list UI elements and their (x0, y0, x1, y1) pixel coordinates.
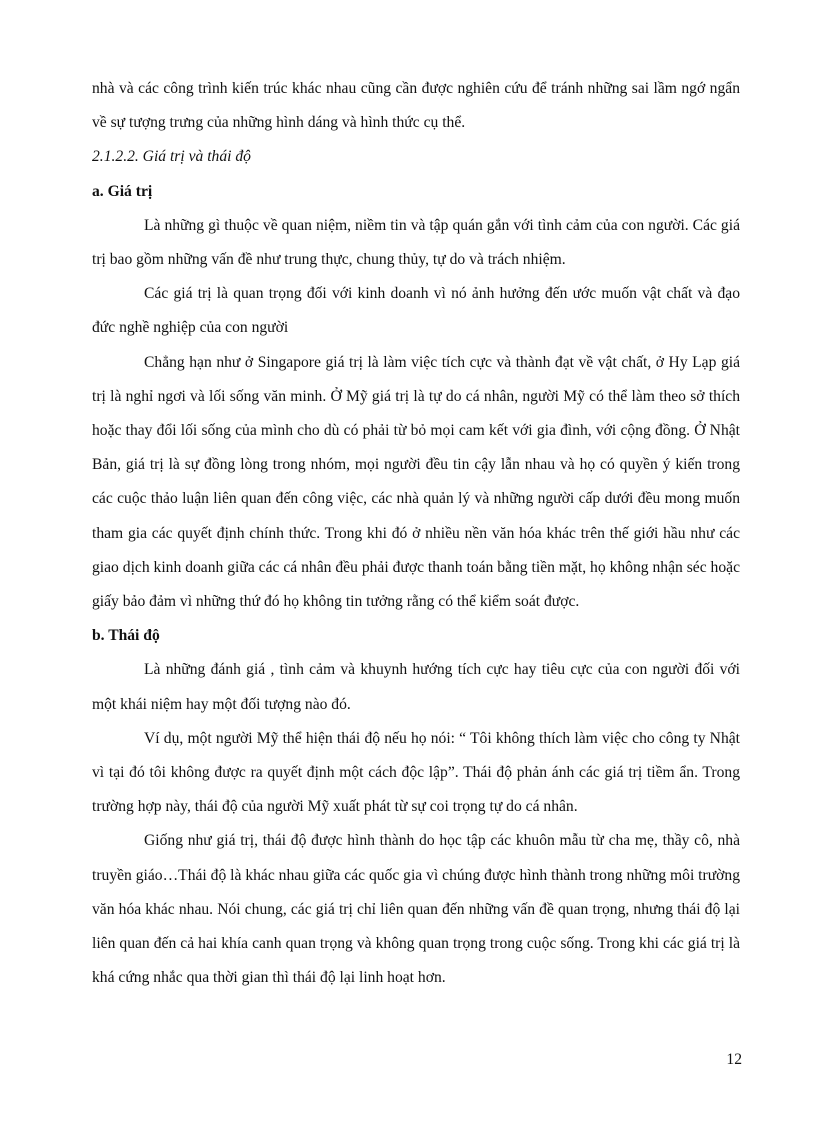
heading-attitudes: b. Thái độ (92, 627, 160, 645)
attitudes-paragraph-1: Là những đánh giá , tình cảm và khuynh hướng tích cực hay tiêu cực của con người đối với một khái niệm hay một đối tượng nào đó. (92, 661, 740, 713)
attitudes-paragraph-2: Ví dụ, một người Mỹ thể hiện thái độ nếu họ nói: “ Tôi không thích làm việc cho công ty Nhật vì tại đó tôi không được ra quyết định một cách độc lập”. Thái độ phản ánh các giá trị tiềm ẩn. Trong trường hợp này, thái độ của người Mỹ xuất phát từ sự coi trọng tự do cá nhân. (92, 729, 740, 816)
values-paragraph-2: Các giá trị là quan trọng đối với kinh doanh vì nó ảnh hưởng đến ước muốn vật chất và đạo đức nghề nghiệp của con người (92, 285, 740, 337)
values-paragraph-3: Chẳng hạn như ở Singapore giá trị là làm việc tích cực và thành đạt về vật chất, ở Hy Lạp giá trị là nghỉ ngơi và lối sống văn minh. Ở Mỹ giá trị là tự do cá nhân, người Mỹ có thể làm theo sở thích hoặc thay đổi lối sống của mình cho dù có phải từ bỏ mọi cam kết với gia đình, với cộng đồng. Ở Nhật Bản, giá trị là sự đồng lòng trong nhóm, mọi người đều tin cậy lẫn nhau và họ có quyền ý kiến trong các cuộc thảo luận liên quan đến công việc, các nhà quản lý và những người cấp dưới đều mong muốn tham gia các quyết định chính thức. Trong khi đó ở nhiều nền văn hóa khác trên thế giới hầu như các giao dịch kinh doanh giữa các cá nhân đều phải được thanh toán bằng tiền mặt, họ không nhận séc hoặc giấy bảo đảm vì những thứ đó họ không tin tưởng rằng có thể kiểm soát được. (92, 353, 740, 611)
continuation-paragraph: nhà và các công trình kiến trúc khác nhau cũng cần được nghiên cứu để tránh những sai lầm ngớ ngẩn về sự tượng trưng của những hình dáng và hình thức cụ thể. (92, 80, 740, 132)
subsection-heading: 2.1.2.2. Giá trị và thái độ (92, 148, 251, 166)
values-paragraph-1: Là những gì thuộc về quan niệm, niềm tin và tập quán gắn với tình cảm của con người. Các giá trị bao gồm những vấn đề như trung thực, chung thủy, tự do và trách nhiệm. (92, 216, 740, 269)
attitudes-paragraph-3: Giống như giá trị, thái độ được hình thành do học tập các khuôn mẫu từ cha mẹ, thầy cô, nhà truyền giáo…Thái độ là khác nhau giữa các quốc gia vì chúng được hình thành trong những môi trường văn hóa khác nhau. Nói chung, các giá trị chỉ liên quan đến những vấn đề quan trọng, nhưng thái độ lại liên quan đến cả hai khía canh quan trọng và không quan trọng trong cuộc sống. Trong khi các giá trị là khá cứng nhắc qua thời gian thì thái độ lại linh hoạt hơn. (92, 832, 740, 987)
page-body (92, 72, 740, 995)
heading-values: a. Giá trị (92, 182, 153, 200)
page-number: 12 (726, 1051, 742, 1068)
